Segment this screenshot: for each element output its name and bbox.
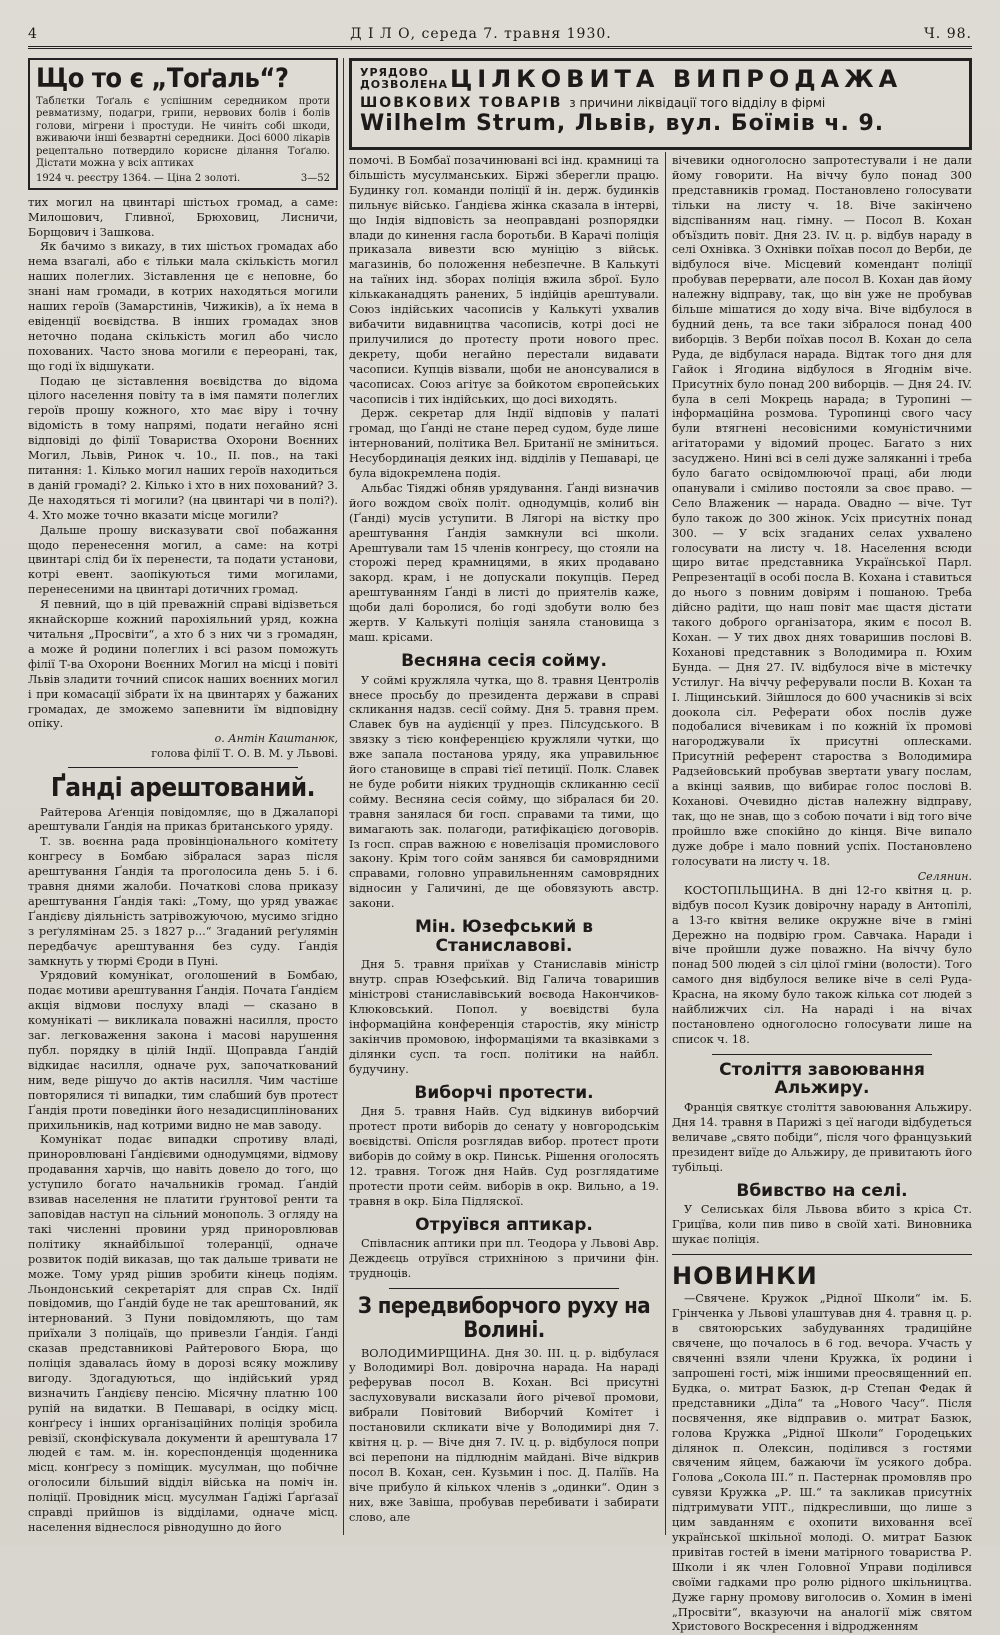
gandhi-paragraph: Т. зв. воєнна рада провінціонального комітету конгресу в Бомбаю зібралася зараз після арештування Ґандія та проголосила день 5. і 6. травня днями жалоби. Початкові слова приказу арештування Ґандія такі: „Тому, що уряд уважає Ґандієву діяльність затрівожуючою, мусимо згідно з реґулямінам 25. з 1827 р...“ Згаданий реґулямін передбачує арештування без суду. Ґандія замкнуть у тюрмі Єроди в Пуні.	[28, 835, 338, 968]
strum-ad-reason: з причини ліквідації того відділу в фірмі	[569, 96, 826, 110]
algeria-paragraph: Франція святкує століття завоювання Альжиру. Дня 14. травня в Парижі з цеї нагоди відбудеться величаве „свято побіди“, після чого французький президент виїде до Альжиру, де привитають його тубільці.	[672, 1101, 972, 1174]
volyn-headline: З передвиборчого руху на Волині.	[357, 1294, 651, 1344]
gandhi-cont-paragraph: помочі. В Бомбаї позачинювані всі інд. крамниці та більшість мусулманських. Біржі зберегли працю. Будинку гол. команди поліції й ін. держ. будинків пильнує військо. Ґандієва жінка сказала в інтерві, що Індія відповість за неоправдані розпорядки влади до кинення гасла боротьби. В Карачі поліція приказала вивезти всю муніцію з військ. магазинів, бо положення небезпечне. В Калькуті на таїних інд. зборах поліція вжила зброї. Було кількаканадцять ранених, 5 індійців арештували. Союз індійських часописів у Калькуті ухвалив вибачити видавництва часописів, котрі досі не прилучилися до протесту проти нового прес. декрету, щоби негайно перестали видавати часописи. Купців візвали, щоби не анонсувалися в часописах. Союз агітує за бойкотом європейських часописів і тих індійських, що досі виходять.	[349, 154, 659, 406]
news-section-headline: НОВИНКИ	[672, 1262, 818, 1291]
apothecary-headline: Отруївся аптикар.	[415, 1214, 593, 1235]
minister-headline: Мін. Юзефський в Станиславові.	[415, 917, 593, 956]
column-3	[672, 58, 972, 1634]
column-3-body	[672, 154, 972, 1635]
section-divider	[712, 1054, 932, 1055]
issue-number: Ч. 98.	[923, 26, 972, 42]
togal-ad-title: Що то є „Тоґаль“?	[36, 63, 289, 94]
minister-paragraph: Дня 5. травня приїхав у Станиславів міністр внутр. справ Юзефський. Від Галича товаришив міністрові станиславівський воєвода Накончиков-Клюковський. Попол. у воєвідстві була інформаційна конференція старостів, яку міністр закінчив промовою, інформаціями та вказівками з ділянки сусп. та госп. політики на найбл. будучину.	[349, 958, 659, 1076]
algeria-headline: Століття завоювання Альжиру.	[719, 1059, 925, 1099]
kostopil-paragraph: КОСТОПІЛЬЩИНА. В дні 12-го квітня ц. р. відбув посол Кузик довірочну нараду в Антопілі, а 13-го квітня велике окружне віче в гміні Дережно на подвірю гром. Савчака. Наради і віче пройшли дуже поважно. На віччу було понад 500 людей з сіл цілої гміни (волости). Того самого дня відбулося велике віче в селі Руда-Красна, на якому було також кілька сот людей з найближчих сіл. На нараді і на вічах постановлено одноголосно голосувати лише на список ч. 18.	[672, 883, 972, 1046]
news-paragraph: —Свячене. Кружок „Рідної Школи“ ім. Б. Грінченка у Львові улаштував дня 4. травня ц. р. в святоюрських забудуваннях традиційне свячене, що почалось в 6 год. вечора. Участь у свяченні взяли члени Кружка, їх родини і запрошені гості, між іншими преосвященний еп. Будка, о. митрат Базюк, д-р Степан Федак й представники „Діла“ та „Нового Часу“. Після посвячення, яке відправив о. митрат Базюк, голова Кружка „Рідної Школи“ Городецьких ділянок п. Олексин, поділився з гостями свяченим яйцем, бажаючи їм усякого добра. Голова „Сокола III.“ п. Пастернак промовляв про сувязи Кружка „Р. Ш.“ та закликав присутніх підтримувати УПТ., підкресливши, що лише з цим завданням є охопити виховання всеї української шкільної молоді. О. митрат Базюк привітав гостей в імени матірного товариства Р. Школи і як член Головної Управи поділився своїми гадками про ролю рідного шкільництва. Дуже гарну промову виголосив о. Хомин в імені „Просвіти“, вказуючи на аналогії між святом Христового Воскресення і відродженням	[672, 1292, 972, 1634]
gandhi-paragraph: Урядовий комунікат, оголошений в Бомбаю, подає мотиви арештування Ґандія. Почата Ґандієм акція відмови послуху владі — сказано в комунікаті — викликала поважні насилля, просто заг. легковаження закона і масові нарушення публ. порядку в цілій Індії. Щоправда Ґандій відкидає насилля, одначе рух, започаткований ним, веде рішучо до актів насилля. Чим частіше повторялися ті випадки, тим слабший був протест Ґандія проти поведінки його незадисциплінованих прихильників, над котрими видно не мав заводу.	[28, 969, 338, 1132]
graves-paragraph: Дальше прошу висказувати свої побажання щодо перенесення могил, а саме: на котрі цвинтарі слід би їх перенести, та подати установи, котрі евент. заопікуються тими могилами, перенесеними на цвинтарі дотичних громад.	[28, 523, 338, 597]
togal-ad-price: 1924 ч. реєстру 1364. — Ціна 2 золоті.	[36, 172, 241, 184]
article-signature	[28, 732, 338, 761]
section-divider	[68, 767, 298, 768]
togal-ad-meta	[36, 173, 330, 184]
volyn-cont-paragraph: вічевики одноголосно запротестували і не дали йому говорити. На віччу було понад 300 представників громад. Постановлено голосувати тільки на листу ч. 18. Віче закінчено відспіванням нац. гімну. — Посол В. Кохан объїздить повіт. Дня 23. IV. ц. р. відбув нараду в селі Охнівка. З Охнівки поїхав посол до Верби, де відбулося віче. Місцевий комендант поліції пробував перервати, але посол В. Кохан дав йому належну відправу, так, що він уже не пробував більше мішатися до ходу віча. Віче відбулося в будний день, та все таки зібралося понад 400 виборців. З Верби поїхав посол В. Кохан до села Руда, де відбулася нарада. Відтак того дня для Гайок і Ягодина відбулося в Ягоднім віче. Присутніх було понад 200 виборців. — Дня 24. IV. була в селі Мокрець нарада; в Туропині — інформаційна розмова. Туропинці свого часу були втягнені несовісними комуністичними агітаторами у відомий процес. Багато з них засуджено. Нині всі в селі дуже заляканні і треба було багато освідомлюючої праці, аби люди опанували і сміливо постояли за своє право. — Село Влаженик — нарада. Овадно — віче. Тут було також до 300 жінок. Усіх присутніх понад 300. — У всіх згаданих селах ухвалено голосувати на листу ч. 18. Населення всюди щиро витає представника Української Парл. Репрезентації в особі посла В. Кохана і ставиться до нього з повним довірям і пошаною. Треба дійсно радіти, що наш повіт має щастя дістати такого доброго організатора, яким є посол В. Кохан. — У тих двох днях товаришив послові В. Кохановi представник з Володимира п. Юхим Бунда. — Дня 27. IV. відбулося віче в містечку Устилуг. На віччу реферували посли В. Кохан та І. Ліщинський. Зійшлося до 600 учасників зі всіх доокола сіл. Реферати обох послів дуже подобалися вічевикам і по кожній їх промові нагороджували їх присутні оплесками. Присутній референт староства з Володимира Радзейовський пробував звертати увагу послам, а вкінці заявив, що вибирає голос послові В. Кохановi. Очевидно дістав належну відправу, так, що не знав, що з собою почати і від того віче пройшло вже спокійно до кінця. Віче випало дуже добре і мало повний успіх. Постановлено голосувати на листу ч. 18.	[672, 154, 972, 868]
gandhi-cont-paragraph: Держ. секретар для Індії відповів у палаті громад, що Ґанді не стане перед судом, буде лише інтернований, політика Вел. Британії не зміниться. Несубординація деяких інд. відділів у Пешаварі, це була відокремлена подія.	[349, 407, 659, 481]
sejm-headline: Весняна сесія сойму.	[401, 650, 607, 671]
graves-paragraph: тих могил на цвинтарі шістьох громад, а саме: Милошович, Гливної, Брюховиц, Лисничи, Борщович і Зашкова.	[28, 195, 338, 239]
strum-ad-goods: ШОВКОВИХ ТОВАРІВ	[360, 95, 563, 111]
column-1	[28, 58, 338, 1545]
murder-paragraph: У Селиськах біля Львова вбито з кріса Ст. Грицїва, коли пив пиво в своїй хаті. Виновника шукає поліція.	[672, 1203, 972, 1247]
graves-paragraph: Як бачимо з викazу, в тих шістьох громадах або нема взагалі, або є тільки мала скількість могил наших полеглих. Зіставлення це є неповне, бо знані нам громади, в котрих находяться могили наших героїв (Замарстинів, Чижиків), а їх нема в евіденції воєвідства. В інших громадах знов неточно подана скількість могил або число похованих. Часто знова могили є переорані, так, що годі їх відшукати.	[28, 240, 338, 373]
murder-headline: Вбивство на селі.	[736, 1180, 908, 1201]
section-divider	[672, 1254, 972, 1255]
graves-paragraph: Подаю це зіставлення воєвідства до відома цілого населення повіту та в імя памяти полеглих героїв прошу кожного, хто має віру і точну відомість в тому напрямі, подати негайно ясні відповіді до філії Товариства Охорони Воєнних Могил, Львів, Ринок ч. 10., II. пов., на такі питання: 1. Кілько могил наших героїв находиться в даній громаді? 2. Кілько і хто в них похований? 3. Де находяться ті могили? (на цвинтарі чи в полі?). 4. Хто може точно вказати місце могили?	[28, 374, 338, 522]
togal-ad-text: Таблєтки Тоґаль є успішним середником проти ревматизму, подагри, грипи, нервових болів і болів голови, мігрени і простуди. Не чиніть собі шкоди, вживаючи інші безвартні середники. Досі 6000 лікарів рецептально потвердило корисне ділання Тоґалю. Дістати можна у всіх аптиках	[36, 95, 330, 170]
gandhi-headline: Ґанді арештований.	[50, 772, 316, 803]
page-header	[28, 22, 972, 49]
gandhi-cont-paragraph: Альбас Тіяджі обняв урядування. Ґанді визначив його вождом своїх політ. однодумців, колиб він (Ґанді) мусів уступити. В Лягорі на вістку про арештування Ґандія замкнули всі школи. Арештували там 15 членів конгресу, що стояли на сторожі перед крамницями, в яких продавано закорд. крам, і не допускали покупців. Перед арештуванням Ґанді в листі до приятелів каже, щоби далі боролися, бо годі здобути волю без жертв. У Калькуті поліція заняла становища з маш. крісами.	[349, 481, 659, 644]
gandhi-paragraph: Райтерова Аґенція повідомляє, що в Джалапорі арештували Ґандія на приказ британського уряду.	[28, 805, 338, 834]
page-number: 4	[28, 26, 38, 42]
signature-role: голова філії Т. О. В. М. у Львові.	[151, 746, 338, 760]
volyn-paragraph: ВОЛОДИМИРЩИНА. Дня 30. III. ц. р. відбулася у Володимирі Вол. довірочна нарада. На нараді реферував посол В. Кохан. Всі присутні заслуховували висказали його річевої промови, вибрали Повітовий Виборчий Комітет і постановили скликати віче у Володимирі дня 7. квітня ц. р. — Віче дня 7. IV. ц. р. відбулося попри всі перепони на підлюднім майдані. Віче відкрив посол В. Кохан, сен. Кузьмин і пос. Д. Палїїв. На віче прибуло й кількох членів з „одинки“. Один з них, вже Завіша, пробував перебивати і забирати слово, але	[349, 1346, 659, 1524]
protests-headline: Виборчі протести.	[414, 1082, 594, 1103]
sejm-paragraph: У соймі кружляла чутка, що 8. травня Центролів внесе просьбу до президента держави в справі скликання надзв. сесії сойму. Дня 5. травня прем. Славек був на аудієнції у през. Пілсудського. В звязку з тією конференцією кружляли чутки, що вже запала постанова уряду, яка управильнює його становище в справі тієї петиції. Полк. Славек не буде робити ніяких труднощів скликанню сесії сойму. Весняна сесія сойму, що зібралася би 20. травня занялася би госп. справами та тими, що вимагають зак. полагоди, ратифікацією договорів. Із госп. справ важною є новелізація промислового закону. Крім того сойм занявся би самоврядними справами, головно управильненням самоврядних відносин у Галичині, де ще обовязують австр. закони.	[349, 673, 659, 911]
column-2	[349, 58, 659, 1545]
togal-advertisement	[28, 58, 338, 190]
masthead-date: Д І Л О, середа 7. травня 1930.	[350, 26, 612, 42]
section-divider	[389, 1288, 619, 1289]
gandhi-paragraph: Комунікат подає випадки спротиву владі, приноровлювані Ґандієвими однодумцями, відмову продавання харчів, що навіть довело до того, що уступило богато начальників громад. Ґандій взивав населення не платити ґрунтової ренти та заповідав наступ на сільний монополь. З огляду на такі численні провини уряд приноровлював політику якнайбільшої толеранції, одначе розвиток подій виказав, що так дальше тривати не може. Тому уряд рішив зробити кінець подіям. Льондонський секретаріят для справ Сх. Індії повідомив, що Ґандій буде не так арештований, як інтернований. З Пуни повідомляють, що там приїхали 3 поліцаїв, що привезли Ґандія. Ґанді сказав представникові Райтерового Бюра, що поліція здавалась йому в дорозі всяку можливу вигоду. Здогадуються, що індійський уряд визначить Ґандієву пенсію. Місячну платню 100 рупій на видатки. В Пешаварі, в осідку місц. конґресу і інших організаційних поліція зробила ревізії, сконфіскувала документи й арештувала 17 людей є там. м. ін. кореспонденція щоденника місц. конґресу з поміщик. мусулман, що побічне оголосили більший відділ війська на поміч ін. поліції. Провідник місц. мусулман Ґадіжі Ґарґазаї справді прийшов із відділами, одначе місц. населення віднеслося рівнодушно до його	[28, 1133, 338, 1534]
apothecary-paragraph: Співласник аптики при пл. Теодора у Львові Авр. Деждеєць отруївся стрихніною з причини фін. трудноців.	[349, 1237, 659, 1281]
column-rule	[343, 58, 344, 1535]
strum-ad-address: Wilhelm Strum, Львів, вул. Боїмів ч. 9.	[360, 111, 885, 136]
graves-paragraph: Я певний, що в цій преважній справі відізветься якнайскорше кожний парохіяльний уряд, кожна читальня „Просвіти“, а хто б з них чи з громадян, а може й родини полеглих і всі разом поможуть філії Т-ва Охорони Воєнних Могил на місці і повіті Львів зладити точний список наших воєнних могил і при комасації зібрати їх на цвинтарях у бажаних громадах, де зможемо запевнити їм відповідну опіку.	[28, 598, 338, 731]
volyn-signature: Селянин.	[917, 869, 972, 883]
strum-ad-headline: ЦІЛКОВИТА ВИПРОДАЖА	[450, 65, 903, 93]
signature-name: о. Антін Каштанюк,	[214, 732, 338, 746]
column-rule	[665, 152, 666, 1535]
strum-ad-permit: УРЯДОВО ДОЗВОЛЕНА	[360, 65, 449, 91]
column-2-body	[349, 154, 659, 1525]
protests-paragraph: Дня 5. травня Найв. Суд відкинув виборчий протест проти виборів до сенату у новгородськім воєвідстві. Опісля розглядав вибор. протест проти виборів до сойму в окр. Пинськ. Рішення оголосять 12. травня. Тогож дня Найв. Суд розглядатиме протести проти сейм. виборів в окр. Вильно, а 19. травня в окр. Біла Підляскої.	[349, 1105, 659, 1208]
togal-ad-code: 3—52	[300, 172, 330, 184]
